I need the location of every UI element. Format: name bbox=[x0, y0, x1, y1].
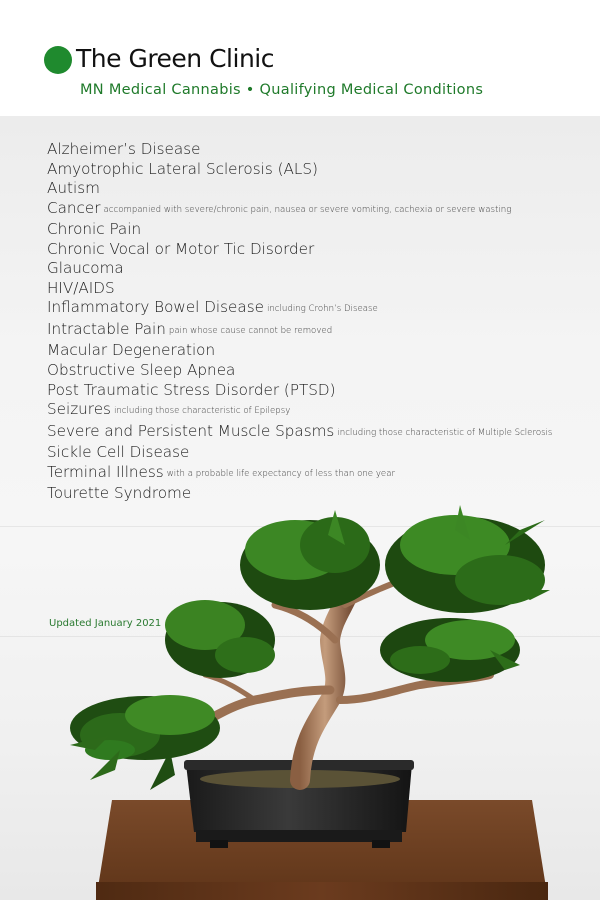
list-item: Seizures including those characteristic of Epilepsy bbox=[47, 400, 291, 419]
list-item: Amyotrophic Lateral Sclerosis (ALS) bbox=[47, 159, 318, 178]
list-item: Chronic Pain bbox=[47, 220, 142, 239]
list-item: Post Traumatic Stress Disorder (PTSD) bbox=[47, 380, 336, 399]
list-item: Autism bbox=[47, 179, 100, 198]
list-item: Alzheimer’s Disease bbox=[47, 140, 201, 158]
condition-note: including those characteristic of Epilepsy bbox=[113, 406, 291, 417]
condition-note: with a probable life expectancy of less than one year bbox=[166, 468, 396, 479]
list-item: Tourette Syndrome bbox=[47, 484, 192, 503]
list-item: HIV/AIDS bbox=[47, 278, 115, 297]
condition-note: including Crohn’s Disease bbox=[266, 304, 378, 315]
page-subtitle: MN Medical Cannabis • Qualifying Medical Conditions bbox=[80, 82, 484, 98]
conditions-list bbox=[47, 140, 552, 504]
brand-name: The Green Clinic bbox=[76, 44, 274, 73]
list-item: Severe and Persistent Muscle Spasms including those characteristic of Multiple Sclerosis bbox=[47, 421, 553, 440]
list-item: Sickle Cell Disease bbox=[47, 443, 190, 462]
condition-note: accompanied with severe/chronic pain, nausea or severe vomiting, cachexia or severe wasting bbox=[103, 204, 512, 215]
list-item: Chronic Vocal or Motor Tic Disorder bbox=[47, 239, 315, 258]
list-item: Terminal Illness with a probable life expectancy of less than one year bbox=[47, 462, 396, 481]
list-item: Macular Degeneration bbox=[47, 341, 216, 360]
list-item: Glaucoma bbox=[47, 259, 124, 278]
list-item: Obstructive Sleep Apnea bbox=[47, 361, 236, 380]
list-item: Intractable Pain pain whose cause cannot be removed bbox=[47, 319, 333, 338]
updated-date: Updated January 2021 bbox=[49, 618, 162, 629]
condition-note: pain whose cause cannot be removed bbox=[168, 325, 333, 336]
condition-note: including those characteristic of Multiple Sclerosis bbox=[337, 427, 553, 438]
list-item: Cancer accompanied with severe/chronic pain, nausea or severe vomiting, cachexia or severe wasting bbox=[47, 198, 512, 217]
list-item: Inflammatory Bowel Disease including Crohn’s Disease bbox=[47, 298, 378, 317]
